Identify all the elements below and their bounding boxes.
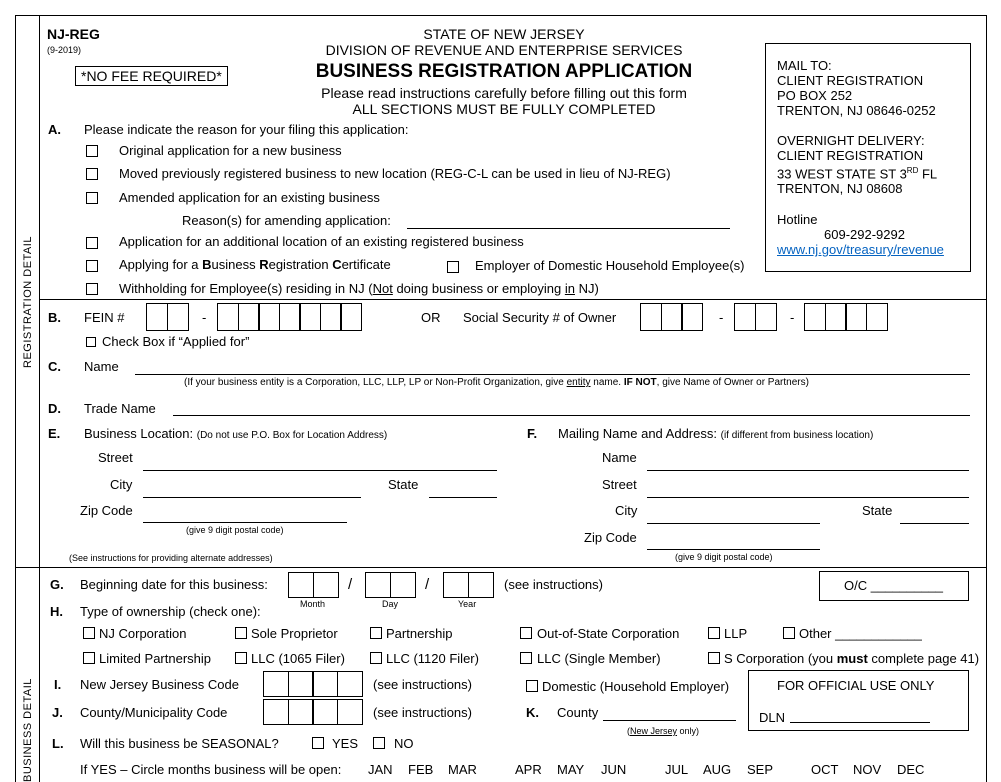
month-dec[interactable]: DEC bbox=[897, 762, 925, 777]
f-street-field[interactable] bbox=[647, 497, 969, 498]
llc-single-member-checkbox[interactable] bbox=[520, 652, 532, 664]
frame-divider bbox=[39, 15, 40, 782]
section-a-letter: A. bbox=[48, 122, 61, 137]
reason-field[interactable] bbox=[407, 228, 730, 229]
circle-months-label: If YES – Circle months business will be open: bbox=[80, 762, 342, 777]
ssn-dash-1: - bbox=[719, 310, 724, 325]
fein-dash: - bbox=[202, 310, 207, 325]
dln-label: DLN bbox=[759, 710, 786, 725]
e-street-label: Street bbox=[98, 450, 133, 465]
month-caption: Month bbox=[300, 599, 326, 609]
other-checkbox[interactable] bbox=[783, 627, 795, 639]
year-caption: Year bbox=[458, 599, 477, 609]
month-nov[interactable]: NOV bbox=[853, 762, 882, 777]
e-street-field[interactable] bbox=[143, 470, 497, 471]
section-c-letter: C. bbox=[48, 359, 61, 374]
e-city-field[interactable] bbox=[143, 497, 361, 498]
reason-label: Reason(s) for amending application: bbox=[182, 213, 391, 228]
llc-1120-checkbox[interactable] bbox=[370, 652, 382, 664]
month-aug[interactable]: AUG bbox=[703, 762, 732, 777]
frame-top bbox=[15, 15, 986, 16]
fein-suffix-boxes[interactable] bbox=[217, 303, 361, 331]
section-e-letter: E. bbox=[48, 426, 61, 441]
e-zip-label: Zip Code bbox=[80, 503, 133, 518]
amended-label: Amended application for an existing business bbox=[119, 190, 380, 205]
month-jun[interactable]: JUN bbox=[601, 762, 627, 777]
instruction-line: Please read instructions carefully before filling out this form bbox=[321, 85, 687, 101]
llc-1065-checkbox[interactable] bbox=[235, 652, 247, 664]
begin-date-see-instructions: (see instructions) bbox=[504, 577, 603, 592]
f-state-field[interactable] bbox=[900, 523, 969, 524]
date-slash-1: / bbox=[348, 576, 353, 593]
section-k-letter: K. bbox=[526, 705, 539, 720]
ssn-serial-boxes[interactable] bbox=[804, 303, 886, 331]
moved-checkbox[interactable] bbox=[86, 168, 98, 180]
mail-po-box: PO BOX 252 bbox=[777, 88, 853, 103]
business-location-title: Business Location: (Do not use P.O. Box for Location Address) bbox=[84, 426, 388, 441]
brc-checkbox[interactable] bbox=[86, 260, 98, 272]
domestic-household-checkbox[interactable] bbox=[526, 680, 538, 692]
section-b-letter: B. bbox=[48, 310, 61, 325]
begin-day-boxes[interactable] bbox=[365, 572, 414, 598]
county-label: County bbox=[557, 705, 599, 720]
mail-to-box bbox=[765, 43, 971, 272]
e-zip-field[interactable] bbox=[143, 522, 347, 523]
month-jan[interactable]: JAN bbox=[368, 762, 393, 777]
section-a-prompt: Please indicate the reason for your filing this application: bbox=[84, 122, 409, 137]
county-code-label: County/Municipality Code bbox=[80, 705, 228, 720]
mailing-title: Mailing Name and Address: (if different from business location) bbox=[558, 426, 874, 441]
oc-label: O/C __________ bbox=[844, 578, 944, 593]
llp-label: LLP bbox=[724, 626, 748, 641]
begin-year-boxes[interactable] bbox=[443, 572, 492, 598]
seasonal-yes-label: YES bbox=[332, 736, 359, 751]
section-f-letter: F. bbox=[527, 426, 538, 441]
section-l-letter: L. bbox=[52, 736, 64, 751]
month-may[interactable]: MAY bbox=[557, 762, 585, 777]
seasonal-no-label: NO bbox=[394, 736, 414, 751]
domestic-employer-checkbox[interactable] bbox=[447, 261, 459, 273]
county-field[interactable] bbox=[603, 720, 736, 721]
limited-partnership-label: Limited Partnership bbox=[99, 651, 211, 666]
llc-1120-label: LLC (1120 Filer) bbox=[386, 651, 479, 666]
e-zip-note: (give 9 digit postal code) bbox=[186, 525, 284, 535]
county-note: (New Jersey only) bbox=[627, 726, 700, 736]
out-of-state-corporation-checkbox[interactable] bbox=[520, 627, 532, 639]
llc-single-member-label: LLC (Single Member) bbox=[537, 651, 661, 666]
official-use-title: FOR OFFICIAL USE ONLY bbox=[777, 678, 935, 693]
f-name-field[interactable] bbox=[647, 470, 969, 471]
seasonal-no-checkbox[interactable] bbox=[373, 737, 385, 749]
alternate-address-note: (See instructions for providing alternate addresses) bbox=[69, 553, 273, 563]
revenue-website-link[interactable]: www.nj.gov/treasury/revenue bbox=[777, 242, 944, 258]
begin-month-boxes[interactable] bbox=[288, 572, 337, 598]
sole-proprietor-checkbox[interactable] bbox=[235, 627, 247, 639]
registration-detail-label: REGISTRATION DETAIL bbox=[22, 236, 34, 368]
seasonal-label: Will this business be SEASONAL? bbox=[80, 736, 279, 751]
partnership-checkbox[interactable] bbox=[370, 627, 382, 639]
overnight-street: 33 WEST STATE ST 3RD FL bbox=[777, 166, 938, 182]
e-state-field[interactable] bbox=[429, 497, 497, 498]
dln-field[interactable] bbox=[790, 722, 930, 723]
trade-name-field[interactable] bbox=[173, 415, 970, 416]
section-a-divider bbox=[39, 299, 986, 300]
section-j-letter: J. bbox=[52, 705, 63, 720]
name-label: Name bbox=[84, 359, 119, 374]
overnight-trenton: TRENTON, NJ 08608 bbox=[777, 181, 903, 197]
applied-for-label: Check Box if “Applied for” bbox=[102, 334, 250, 349]
f-state-label: State bbox=[862, 503, 893, 518]
f-street-label: Street bbox=[602, 477, 637, 492]
f-zip-label: Zip Code bbox=[584, 530, 637, 545]
fein-prefix-boxes[interactable] bbox=[146, 303, 187, 331]
nj-corporation-checkbox[interactable] bbox=[83, 627, 95, 639]
f-name-label: Name bbox=[602, 450, 637, 465]
sole-proprietor-label: Sole Proprietor bbox=[251, 626, 338, 641]
hotline-label: Hotline bbox=[777, 212, 818, 228]
other-label: Other ____________ bbox=[799, 626, 922, 641]
date-slash-2: / bbox=[425, 576, 430, 593]
all-sections-line: ALL SECTIONS MUST BE FULLY COMPLETED bbox=[352, 101, 656, 117]
day-caption: Day bbox=[382, 599, 399, 609]
e-city-label: City bbox=[110, 477, 133, 492]
mail-trenton-1: TRENTON, NJ 08646-0252 bbox=[777, 103, 936, 118]
moved-label: Moved previously registered business to new location (REG-C-L can be used in lieu of NJ-REG) bbox=[119, 166, 671, 181]
f-city-label: City bbox=[615, 503, 638, 518]
f-city-field[interactable] bbox=[647, 523, 820, 524]
f-zip-field[interactable] bbox=[647, 549, 820, 550]
domestic-household-label: Domestic (Household Employer) bbox=[542, 679, 730, 694]
state-title: STATE OF NEW JERSEY bbox=[423, 26, 585, 42]
frame-right bbox=[986, 15, 987, 782]
trade-name-label: Trade Name bbox=[84, 401, 156, 416]
month-feb[interactable]: FEB bbox=[408, 762, 434, 777]
business-code-label: New Jersey Business Code bbox=[80, 677, 239, 692]
section-h-letter: H. bbox=[50, 604, 63, 619]
ssn-label: Social Security # of Owner bbox=[463, 310, 617, 325]
domestic-employer-label: Employer of Domestic Household Employee(s) bbox=[475, 258, 745, 273]
ownership-label: Type of ownership (check one): bbox=[80, 604, 261, 619]
section-i-letter: I. bbox=[54, 677, 62, 692]
business-detail-label: BUSINESS DETAIL bbox=[22, 678, 34, 782]
brc-label: Applying for a Business Registration Certificate bbox=[119, 257, 391, 272]
original-label: Original application for a new business bbox=[119, 143, 342, 158]
county-code-boxes[interactable] bbox=[263, 699, 361, 725]
month-apr[interactable]: APR bbox=[515, 762, 542, 777]
page-title: BUSINESS REGISTRATION APPLICATION bbox=[315, 61, 693, 82]
section-divider bbox=[15, 567, 986, 568]
original-checkbox[interactable] bbox=[86, 145, 98, 157]
frame-left bbox=[15, 15, 16, 782]
mail-client-registration: CLIENT REGISTRATION bbox=[777, 73, 924, 88]
nj-corporation-label: NJ Corporation bbox=[99, 626, 187, 641]
out-of-state-corporation-label: Out-of-State Corporation bbox=[537, 626, 680, 641]
amended-checkbox[interactable] bbox=[86, 192, 98, 204]
partnership-label: Partnership bbox=[386, 626, 453, 641]
division-title: DIVISION OF REVENUE AND ENTERPRISE SERVICES bbox=[325, 42, 683, 58]
business-code-boxes[interactable] bbox=[263, 671, 361, 697]
seasonal-yes-checkbox[interactable] bbox=[312, 737, 324, 749]
llp-checkbox[interactable] bbox=[708, 627, 720, 639]
month-jul[interactable]: JUL bbox=[665, 762, 689, 777]
section-d-letter: D. bbox=[48, 401, 61, 416]
additional-location-checkbox[interactable] bbox=[86, 237, 98, 249]
month-sep[interactable]: SEP bbox=[747, 762, 774, 777]
beginning-date-label: Beginning date for this business: bbox=[80, 577, 268, 592]
month-mar[interactable]: MAR bbox=[448, 762, 477, 777]
section-g-letter: G. bbox=[50, 577, 64, 592]
llc-1065-label: LLC (1065 Filer) bbox=[251, 651, 345, 666]
additional-location-label: Application for an additional location of an existing registered business bbox=[119, 234, 524, 249]
ssn-group-boxes[interactable] bbox=[734, 303, 775, 331]
county-code-see: (see instructions) bbox=[373, 705, 472, 720]
withholding-checkbox[interactable] bbox=[86, 283, 98, 295]
hotline-phone: 609-292-9292 bbox=[824, 227, 905, 243]
fein-label: FEIN # bbox=[84, 310, 125, 325]
ssn-area-boxes[interactable] bbox=[640, 303, 702, 331]
e-state-label: State bbox=[388, 477, 419, 492]
s-corporation-label: S Corporation (you must complete page 41) bbox=[724, 651, 980, 666]
s-corporation-checkbox[interactable] bbox=[708, 652, 720, 664]
no-fee-badge: *NO FEE REQUIRED* bbox=[75, 66, 228, 86]
or-label: OR bbox=[421, 310, 441, 325]
limited-partnership-checkbox[interactable] bbox=[83, 652, 95, 664]
f-zip-note: (give 9 digit postal code) bbox=[675, 552, 773, 562]
form-date: (9-2019) bbox=[47, 45, 82, 55]
form-id: NJ-REG bbox=[47, 26, 100, 42]
applied-for-checkbox[interactable] bbox=[86, 337, 96, 347]
withholding-label: Withholding for Employee(s) residing in NJ (Not doing business or employing in NJ) bbox=[119, 281, 599, 296]
overnight-label: OVERNIGHT DELIVERY: bbox=[777, 133, 925, 148]
business-code-see: (see instructions) bbox=[373, 677, 472, 692]
name-field[interactable] bbox=[135, 374, 970, 375]
overnight-client-registration: CLIENT REGISTRATION bbox=[777, 148, 924, 163]
month-oct[interactable]: OCT bbox=[811, 762, 839, 777]
name-note: (If your business entity is a Corporation, LLC, LLP, LP or Non-Profit Organization, give entity name. IF NOT, give Name of Owner or Partners) bbox=[184, 377, 809, 388]
ssn-dash-2: - bbox=[790, 310, 795, 325]
mail-to-label: MAIL TO: bbox=[777, 58, 832, 73]
